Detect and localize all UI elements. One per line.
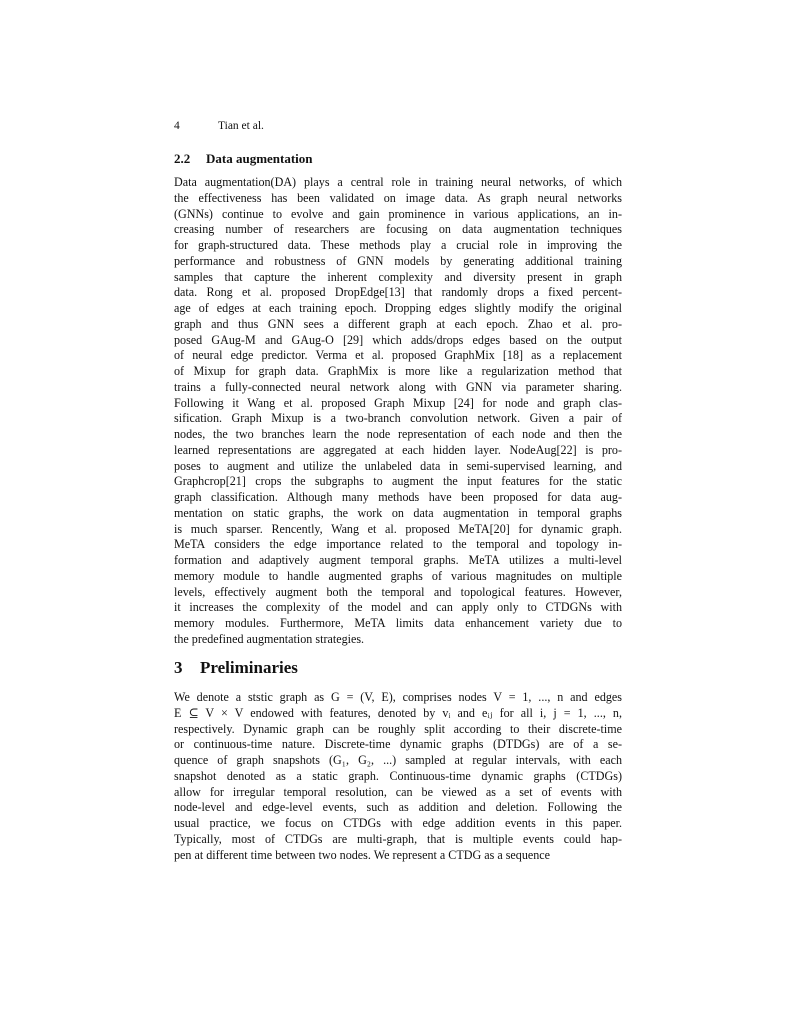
text-line: pen at different time between two nodes. We represent a CTDG as a sequence [174, 847, 551, 862]
text-line: graph and thus GNN sees a different graph at each epoch. Zhao et al. pro- [174, 316, 622, 331]
text-line: trains a fully-connected neural network along with GNN via parameter sharing. [174, 379, 622, 394]
section-number: 3 [174, 658, 183, 677]
text-line: creasing number of researchers are focusing on data augmentation techniques [174, 222, 622, 237]
running-title: Tian et al. [218, 120, 264, 132]
text-line: age of edges at each training epoch. Dropping edges slightly modify the original [174, 301, 622, 315]
text-line: of Mixup for graph data. GraphMix is more like a regularization method that [174, 364, 622, 378]
text-line: the predefined augmentation strategies. [174, 631, 365, 646]
text-line: data. Rong et al. proposed DropEdge[13] that randomly drops a fixed percent- [174, 285, 622, 300]
text-line: of neural edge predictor. Verma et al. proposed GraphMix [18] as a replacement [174, 348, 622, 363]
text-line: samples that capture the inherent complexity and diversity present in graph [174, 269, 622, 284]
text-line: nodes, the two branches learn the node representation of each node and then the [174, 427, 622, 441]
text-line: levels, effectively augment both the temporal and topological features. However, [174, 584, 622, 599]
section-heading-data-augmentation [174, 151, 313, 167]
text-line: for graph-structured data. These methods play a crucial role in improving the [174, 238, 622, 252]
text-line: respectively. Dynamic graph can be roughly split according to their discrete-time [174, 721, 622, 736]
text-line: graph classification. Although many methods have been proposed for data aug- [174, 490, 622, 504]
text-line: posed GAug-M and GAug-O [29] which adds/drops edges based on the output [174, 332, 622, 347]
text-line: Typically, most of CTDGs are multi-graph, that is multiple events could hap- [174, 831, 622, 846]
section-heading-preliminaries [174, 658, 298, 678]
data-augmentation-paragraph [174, 175, 622, 648]
text-line: quence of graph snapshots (G₁, G₂, ...) sampled at regular intervals, with each [174, 753, 622, 767]
text-line: MeTA considers the edge importance related to the temporal and topology in- [174, 537, 622, 552]
text-line: formation and adaptively augment temporal graphs. MeTA utilizes a multi-level [174, 553, 622, 567]
text-line: We denote a ststic graph as G = (V, E), comprises nodes V = 1, ..., n and edges [174, 690, 622, 704]
text-line: performance and robustness of GNN models by generating additional training [174, 253, 622, 268]
text-line: learned representations are aggregated at each hidden layer. NodeAug[22] is pro- [174, 442, 622, 457]
preliminaries-paragraph [174, 690, 622, 863]
section-title: Preliminaries [200, 658, 298, 677]
text-line: allow for irregular temporal resolution, can be viewed as a set of events with [174, 784, 622, 799]
text-line: the effectiveness has been validated on image data. As graph neural networks [174, 190, 622, 205]
text-line: (GNNs) continue to evolve and gain prominence in various applications, an in- [174, 206, 622, 221]
text-line: snapshot denoted as a static graph. Continuous-time dynamic graphs (CTDGs) [174, 768, 622, 783]
text-line: sification. Graph Mixup is a two-branch convolution network. Given a pair of [174, 411, 622, 426]
page-number: 4 [174, 120, 180, 132]
text-line: poses to augment and utilize the unlabeled data in semi-supervised learning, and [174, 458, 622, 473]
section-title: Data augmentation [206, 151, 313, 166]
text-line: Data augmentation(DA) plays a central role in training neural networks, of which [174, 175, 622, 189]
text-line: Graphcrop[21] crops the subgraphs to augment the input features for the static [174, 474, 622, 489]
text-line: Following it Wang et al. proposed Graph Mixup [24] for node and graph clas- [174, 395, 622, 410]
text-line: E ⊆ V × V endowed with features, denoted by vᵢ and eᵢⱼ for all i, j = 1, ..., n, [174, 705, 622, 720]
text-line: it increases the complexity of the model and can apply only to CTDGNs with [174, 600, 622, 615]
text-line: memory modules. Furthermore, MeTA limits data enhancement variety due to [174, 616, 622, 630]
text-line: memory module to handle augmented graphs of various magnitudes on multiple [174, 568, 622, 583]
section-number: 2.2 [174, 151, 191, 166]
text-line: is much sparser. Rencently, Wang et al. proposed MeTA[20] for dynamic graph. [174, 521, 622, 536]
text-line: usual practice, we focus on CTDGs with edge addition events in this paper. [174, 816, 622, 830]
running-head [174, 120, 264, 132]
text-line: mentation on static graphs, the work on data augmentation in temporal graphs [174, 505, 622, 520]
text-line: node-level and edge-level events, such as addition and deletion. Following the [174, 800, 622, 815]
text-line: or continuous-time nature. Discrete-time dynamic graphs (DTDGs) are of a se- [174, 737, 622, 752]
